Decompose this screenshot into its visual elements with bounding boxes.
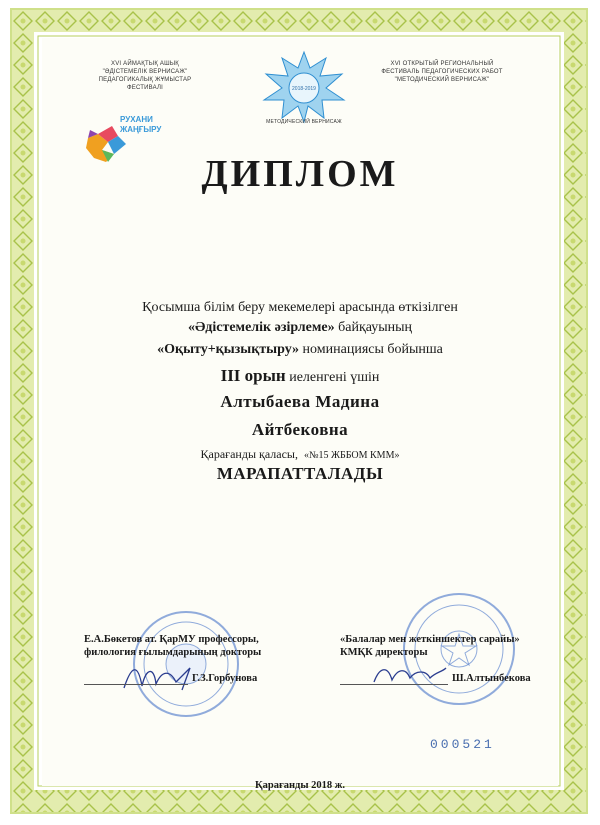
nomination-name: «Оқыту+қызықтыру»	[157, 342, 300, 357]
recipient-location: Қарағанды қаласы, «№15 ЖББОМ КММ»	[200, 447, 400, 461]
contest-context: Қосымша білім беру мекемелері арасында өткізілген	[142, 300, 458, 315]
zhangyru-text: ЖАҢҒЫРУ	[120, 125, 162, 134]
diploma-title: ДИПЛОМ	[201, 153, 399, 195]
nomination-line: «Оқыту+қызықтыру» номинациясы бойынша	[157, 342, 443, 357]
recipient-patronymic: Айтбековна	[251, 420, 349, 439]
recipient-name: Алтыбаева Мадина	[220, 392, 380, 411]
emblem-caption: МЕТОДИЧЕСКИЙ ВЕРНИСАЖ	[266, 119, 342, 125]
left-signature-line	[84, 684, 188, 685]
festival-emblem-icon	[254, 50, 354, 125]
ruhani-text: РУХАНИ	[120, 115, 153, 124]
left-signatory-name: Г.З.Горбунова	[192, 673, 258, 684]
place-line: III орын иеленгені үшін	[220, 366, 380, 385]
right-signature-line	[340, 684, 448, 685]
festival-title-kz: XVI АЙМАҚТЫҚ АШЫҚ "ӘДІСТЕМЕЛІК ВЕРНИСАЖ" ПЕДАГОГИКАЛЫҚ ЖҰМЫСТАР ФЕСТИВАЛІ	[98, 61, 192, 91]
right-signature-icon	[370, 660, 450, 690]
award-statement: МАРАПАТТАЛАДЫ	[216, 464, 384, 483]
recipient-organization: «№15 ЖББОМ КММ»	[303, 450, 400, 461]
place-value: III орын	[220, 366, 286, 385]
right-signatory-name: Ш.Алтынбекова	[452, 673, 531, 684]
emblem-year: 2018-2019	[292, 86, 316, 92]
contest-name-line: «Әдістемелік әзірлеме» байқауының	[187, 320, 413, 335]
footer-place-year: Қарағанды 2018 ж.	[254, 780, 346, 791]
right-signatory-title: «Балалар мен жеткіншектер сарайы» КМҚК директоры	[340, 634, 520, 658]
contest-name: «Әдістемелік әзірлеме»	[187, 320, 335, 335]
serial-number: 000521	[430, 737, 495, 752]
left-signatory-title: Е.А.Бөкетов ат. ҚарМУ профессоры, филология ғылымдарының докторы	[84, 634, 262, 658]
festival-title-ru: XVI ОТКРЫТЫЙ РЕГИОНАЛЬНЫЙ ФЕСТИВАЛЬ ПЕДАГОГИЧЕСКИХ РАБОТ "МЕТОДИЧЕСКИЙ ВЕРНИСАЖ"	[381, 61, 503, 83]
